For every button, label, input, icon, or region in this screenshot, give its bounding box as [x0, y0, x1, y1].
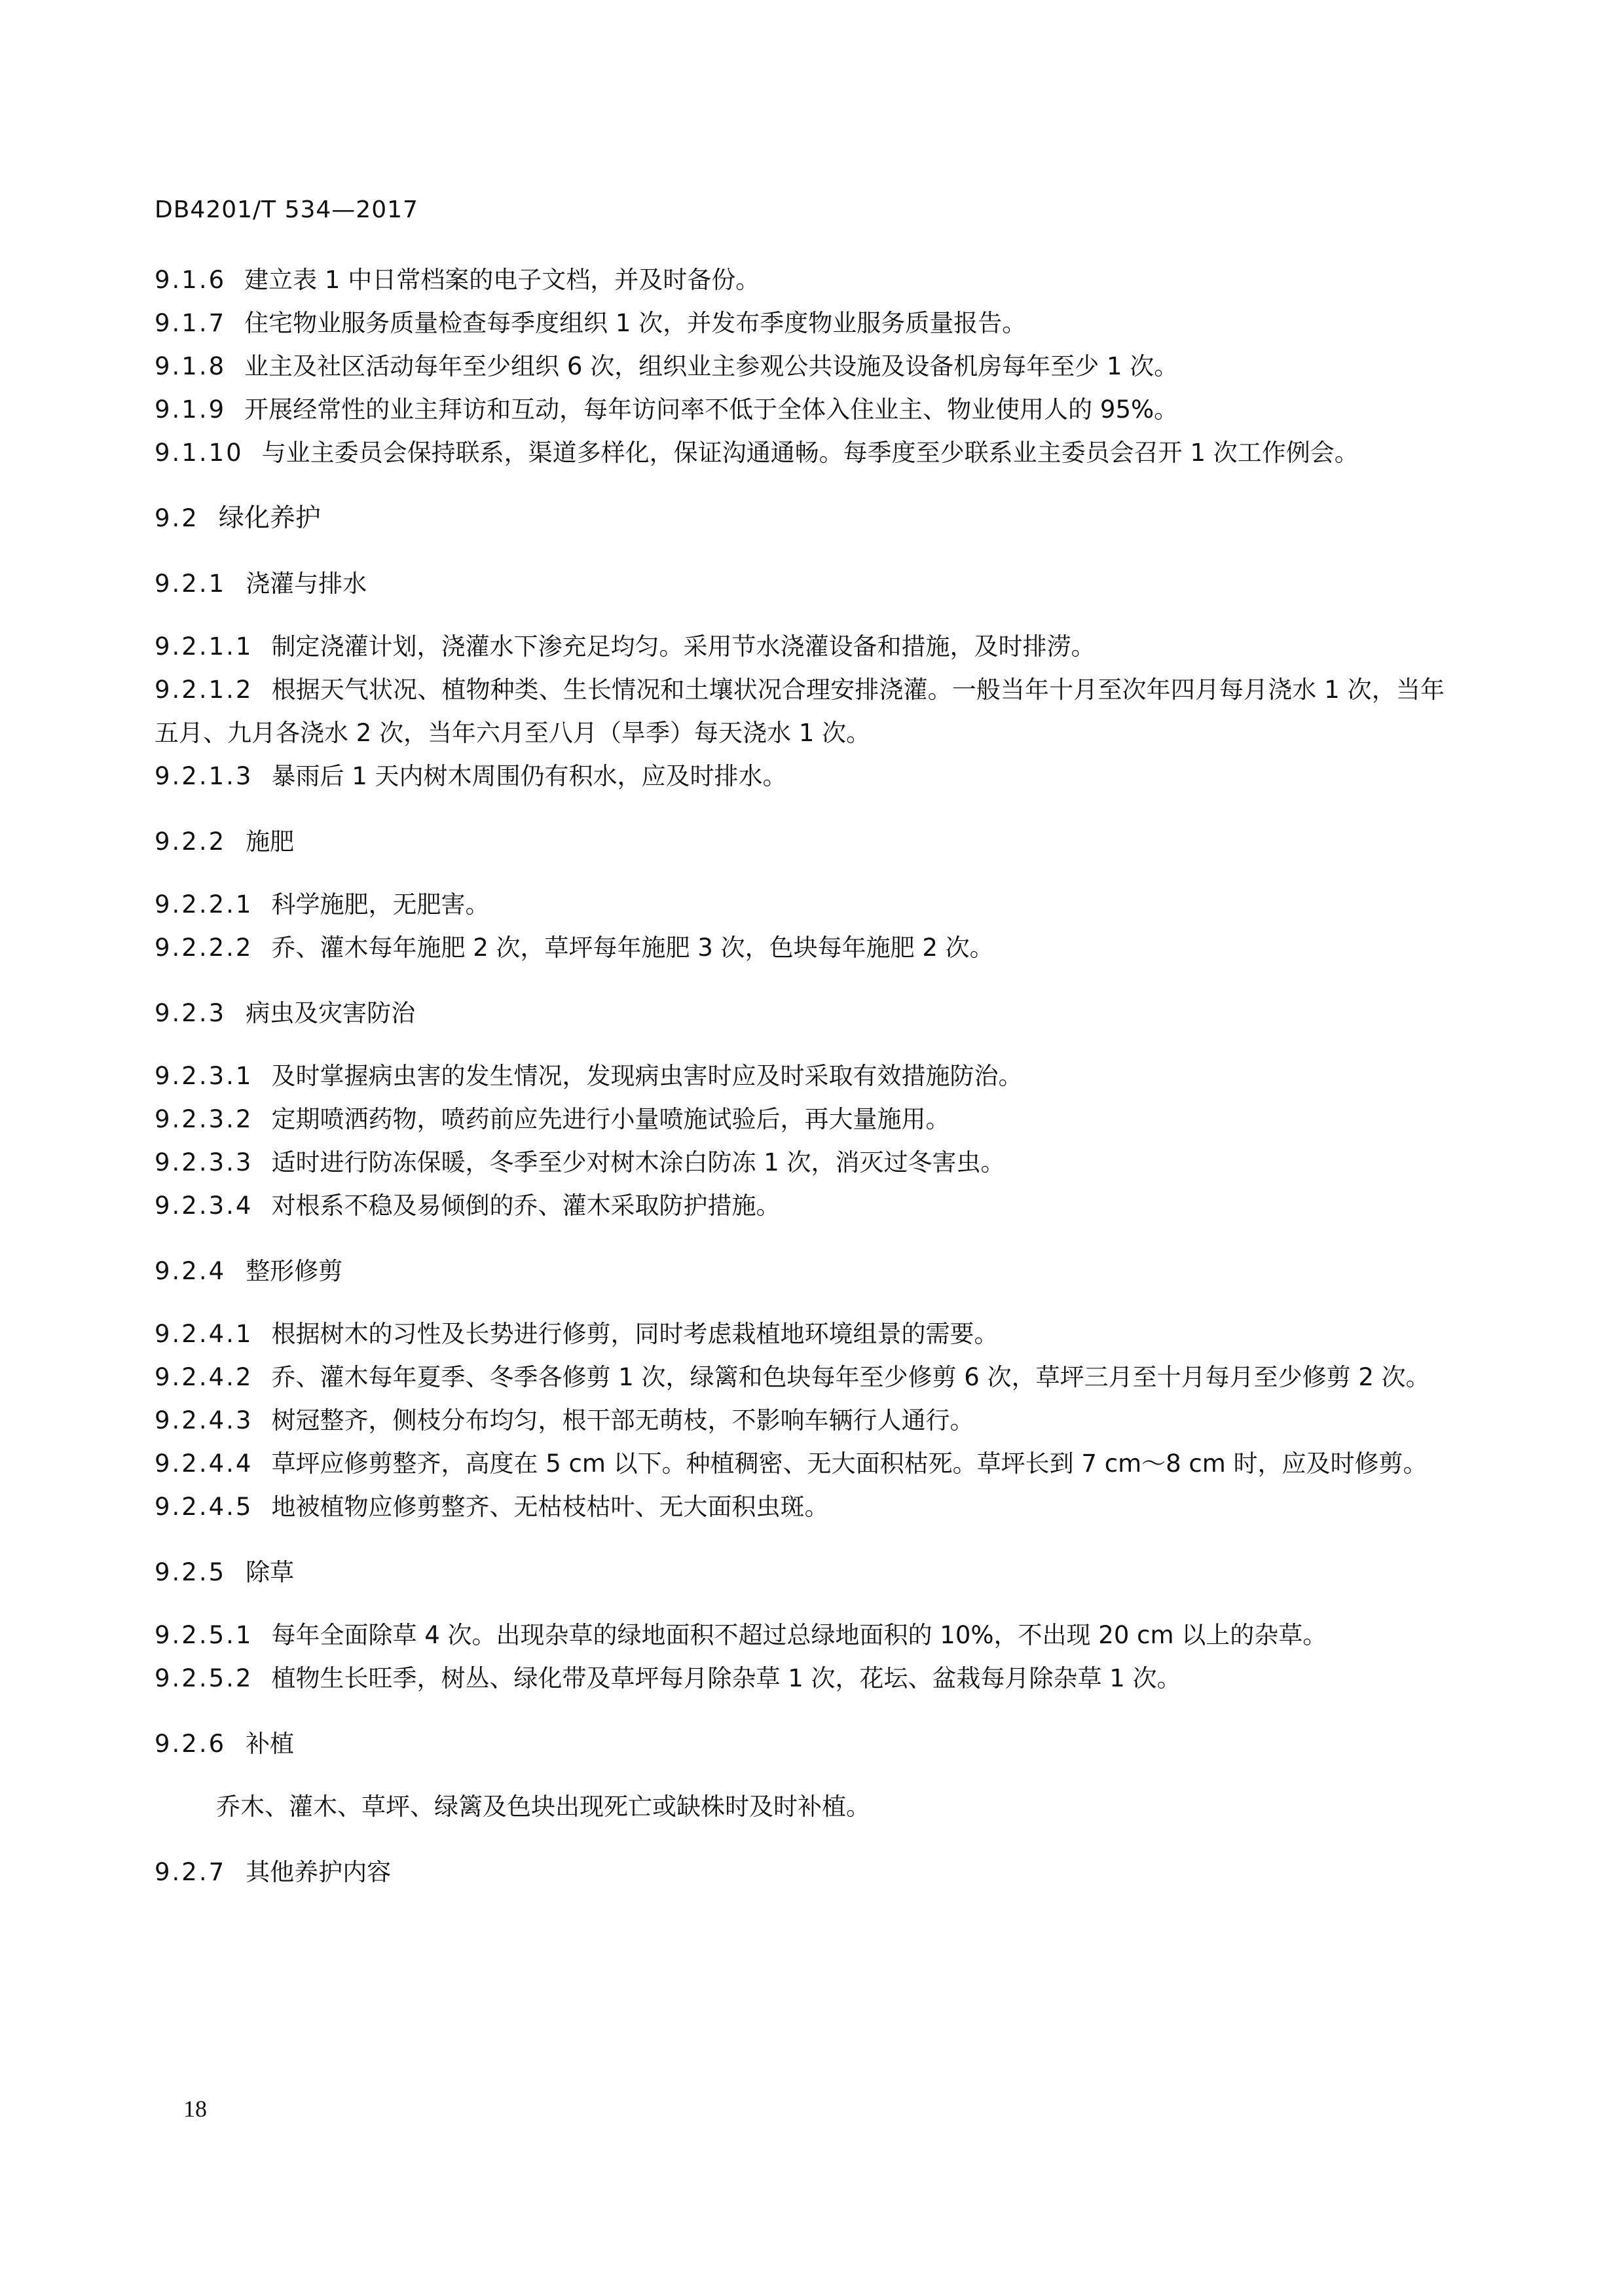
heading-number: 9.2.3	[155, 999, 227, 1027]
clause-text: 草坪应修剪整齐，高度在 5 cm 以下。种植稠密、无大面积枯死。草坪长到 7 cm～8 cm 时，应及时修剪。	[271, 1449, 1428, 1478]
clause-number: 9.1.7	[155, 309, 227, 337]
clause-text: 乔、灌木每年施肥 2 次，草坪每年施肥 3 次，色块每年施肥 2 次。	[271, 934, 994, 962]
heading-title: 补植	[246, 1730, 295, 1758]
clause-9-2-1-3	[155, 755, 1445, 798]
clause-9-2-3-2	[155, 1098, 1445, 1141]
document-code: DB4201/T 534—2017	[155, 196, 418, 223]
clause-number: 9.2.5.1	[155, 1621, 253, 1649]
clause-text: 及时掌握病虫害的发生情况，发现病虫害时应及时采取有效措施防治。	[271, 1062, 1023, 1090]
clause-9-2-5-1	[155, 1614, 1445, 1657]
clause-9-2-4-3	[155, 1399, 1445, 1442]
clause-text: 树冠整齐，侧枝分布均匀，根干部无萌枝，不影响车辆行人通行。	[271, 1406, 974, 1434]
heading-number: 9.2.6	[155, 1730, 227, 1758]
heading-9-2-7	[155, 1851, 1445, 1894]
heading-9-2-6	[155, 1722, 1445, 1766]
heading-9-2-5	[155, 1551, 1445, 1594]
clause-text: 每年全面除草 4 次。出现杂草的绿地面积不超过总绿地面积的 10%，不出现 20 cm 以上的杂草。	[271, 1621, 1327, 1649]
clause-number: 9.2.1.1	[155, 632, 253, 661]
clause-9-1-9	[155, 388, 1445, 431]
clause-number: 9.1.9	[155, 395, 227, 424]
clause-9-1-10	[155, 431, 1445, 475]
clause-number: 9.2.4.2	[155, 1363, 253, 1391]
clause-number: 9.1.10	[155, 439, 244, 467]
heading-number: 9.2.1	[155, 570, 227, 598]
clause-number: 9.2.4.4	[155, 1449, 253, 1478]
clause-text: 定期喷洒药物，喷药前应先进行小量喷施试验后，再大量施用。	[271, 1105, 950, 1133]
clause-9-2-6-text: 乔木、灌木、草坪、绿篱及色块出现死亡或缺株时及时补植。	[216, 1793, 870, 1821]
heading-title: 绿化养护	[218, 503, 321, 533]
clause-9-2-3-3	[155, 1141, 1445, 1184]
heading-9-2	[155, 497, 1445, 540]
heading-9-2-3	[155, 992, 1445, 1035]
heading-number: 9.2.7	[155, 1858, 227, 1886]
clause-9-2-3-4	[155, 1184, 1445, 1228]
clause-number: 9.2.2.2	[155, 934, 253, 962]
clause-text: 制定浇灌计划，浇灌水下渗充足均匀。采用节水浇灌设备和措施，及时排涝。	[271, 632, 1096, 661]
heading-title: 病虫及灾害防治	[246, 999, 416, 1027]
clause-number: 9.1.8	[155, 352, 227, 380]
clause-number: 9.2.2.1	[155, 890, 253, 919]
clause-number: 9.2.3.2	[155, 1105, 253, 1133]
heading-9-2-1	[155, 562, 1445, 606]
clause-number: 9.2.5.2	[155, 1664, 253, 1692]
clause-number: 9.2.3.4	[155, 1192, 253, 1220]
page-number: 18	[183, 2096, 207, 2122]
clause-text: 根据天气状况、植物种类、生长情况和土壤状况合理安排浇灌。一般当年十月至次年四月每月浇水 1 次，当年五月、九月各浇水 2 次，当年六月至八月（旱季）每天浇水 1 次。	[155, 676, 1445, 747]
heading-title: 浇灌与排水	[246, 570, 367, 598]
clause-9-1-6	[155, 259, 1445, 302]
clause-9-2-3-1	[155, 1055, 1445, 1098]
heading-9-2-4	[155, 1250, 1445, 1293]
clause-text: 开展经常性的业主拜访和互动，每年访问率不低于全体入住业主、物业使用人的 95%。	[244, 395, 1179, 424]
heading-9-2-2	[155, 820, 1445, 864]
heading-title: 除草	[246, 1558, 295, 1586]
clause-9-2-4-2	[155, 1356, 1445, 1399]
clause-number: 9.2.3.1	[155, 1062, 253, 1090]
clause-9-2-4-4	[155, 1442, 1445, 1485]
clause-number: 9.2.4.1	[155, 1320, 253, 1348]
clause-text: 地被植物应修剪整齐、无枯枝枯叶、无大面积虫斑。	[271, 1493, 829, 1521]
clause-text: 暴雨后 1 天内树木周围仍有积水，应及时排水。	[271, 762, 787, 790]
heading-number: 9.2.5	[155, 1558, 227, 1586]
clause-number: 9.2.1.3	[155, 762, 253, 790]
clause-9-1-8	[155, 345, 1445, 388]
clause-text: 植物生长旺季，树丛、绿化带及草坪每月除杂草 1 次，花坛、盆栽每月除杂草 1 次。	[271, 1664, 1181, 1692]
clause-text: 适时进行防冻保暖，冬季至少对树木涂白防冻 1 次，消灭过冬害虫。	[271, 1148, 1005, 1176]
clause-9-1-7	[155, 302, 1445, 345]
clause-9-2-4-5	[155, 1485, 1445, 1529]
clause-number: 9.2.4.3	[155, 1406, 253, 1434]
heading-title: 整形修剪	[246, 1257, 343, 1285]
clause-text: 根据树木的习性及长势进行修剪，同时考虑栽植地环境组景的需要。	[271, 1320, 999, 1348]
clause-9-2-1-2	[155, 668, 1445, 755]
heading-number: 9.2.4	[155, 1257, 227, 1285]
document-body	[155, 259, 1445, 1914]
clause-text: 建立表 1 中日常档案的电子文档，并及时备份。	[244, 266, 760, 294]
clause-number: 9.2.3.3	[155, 1148, 253, 1176]
clause-number: 9.2.4.5	[155, 1493, 253, 1521]
heading-title: 施肥	[246, 828, 295, 856]
clause-number: 9.1.6	[155, 266, 227, 294]
clause-text: 对根系不稳及易倾倒的乔、灌木采取防护措施。	[271, 1192, 781, 1220]
clause-text: 业主及社区活动每年至少组织 6 次，组织业主参观公共设施及设备机房每年至少 1 次。	[244, 352, 1179, 380]
clause-9-2-1-1	[155, 625, 1445, 668]
clause-text: 科学施肥，无肥害。	[271, 890, 490, 919]
heading-number: 9.2.2	[155, 828, 227, 856]
heading-number: 9.2	[155, 504, 199, 532]
clause-9-2-2-1	[155, 883, 1445, 926]
clause-text: 住宅物业服务质量检查每季度组织 1 次，并发布季度物业服务质量报告。	[244, 309, 1027, 337]
clause-9-2-4-1	[155, 1313, 1445, 1356]
clause-9-2-2-2	[155, 926, 1445, 970]
clause-number: 9.2.1.2	[155, 676, 253, 704]
clause-text: 与业主委员会保持联系，渠道多样化，保证沟通通畅。每季度至少联系业主委员会召开 1 次工作例会。	[261, 439, 1359, 467]
heading-title: 其他养护内容	[246, 1858, 392, 1886]
clause-text: 乔、灌木每年夏季、冬季各修剪 1 次，绿篱和色块每年至少修剪 6 次，草坪三月至十月每月至少修剪 2 次。	[271, 1363, 1430, 1391]
clause-9-2-5-2	[155, 1657, 1445, 1700]
